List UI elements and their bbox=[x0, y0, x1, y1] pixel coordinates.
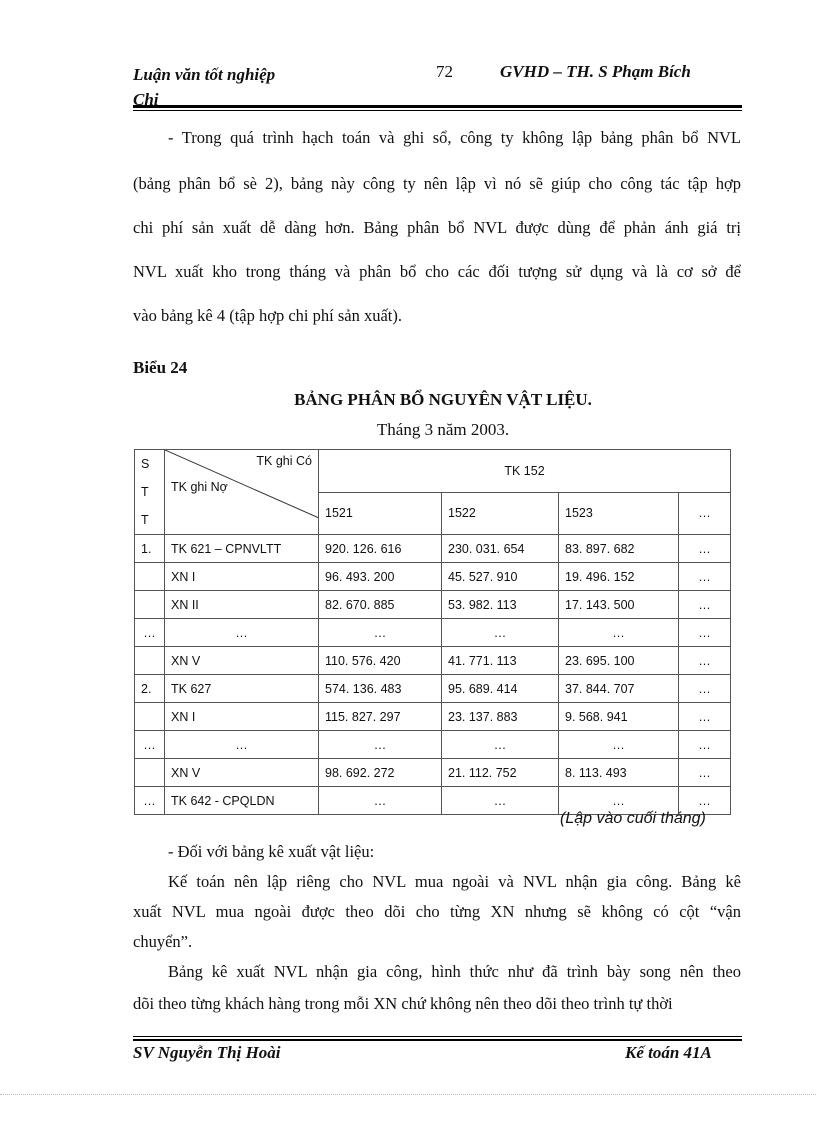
footer-class: Kế toán 41A bbox=[625, 1043, 712, 1062]
row-value-1523: 17. 143. 500 bbox=[559, 591, 679, 619]
table-body bbox=[135, 535, 731, 815]
allocation-table bbox=[134, 449, 731, 815]
row-stt: 1. bbox=[135, 535, 165, 563]
col-header-1522: 1522 bbox=[442, 492, 559, 535]
row-account: XN I bbox=[165, 563, 319, 591]
table-row bbox=[135, 675, 731, 703]
col-header-1521: 1521 bbox=[319, 492, 442, 535]
row-value-1521: … bbox=[319, 787, 442, 815]
row-account: … bbox=[165, 731, 319, 759]
row-value-1522: … bbox=[442, 619, 559, 647]
paragraph-line: chuyển”. bbox=[133, 932, 193, 951]
page-edge bbox=[0, 1094, 816, 1095]
row-account: XN V bbox=[165, 759, 319, 787]
row-account: … bbox=[165, 619, 319, 647]
table-row bbox=[135, 759, 731, 787]
row-value-1523: 37. 844. 707 bbox=[559, 675, 679, 703]
paragraph-line: dõi theo từng khách hàng trong mỗi XN chứ không nên theo dõi theo trình tự thời bbox=[133, 994, 673, 1013]
credit-account-label: TK ghi Có bbox=[256, 454, 312, 468]
row-value-1522: 53. 982. 113 bbox=[442, 591, 559, 619]
header-divider bbox=[133, 105, 742, 111]
row-value-more: … bbox=[679, 703, 731, 731]
row-account: XN V bbox=[165, 647, 319, 675]
table-row bbox=[135, 563, 731, 591]
paragraph-line: NVL xuất kho trong tháng và phân bổ cho các đối tượng sử dụng và là cơ sở để bbox=[133, 262, 741, 281]
diagonal-header-cell bbox=[165, 450, 319, 535]
paragraph-line: Bảng kê xuất NVL nhận gia công, hình thức như đã trình bày song nên theo bbox=[168, 962, 741, 981]
table-subtitle: Tháng 3 năm 2003. bbox=[376, 420, 510, 439]
row-value-1521: … bbox=[319, 731, 442, 759]
row-value-1522: 41. 771. 113 bbox=[442, 647, 559, 675]
footer-divider bbox=[133, 1036, 742, 1041]
row-value-1522: 230. 031. 654 bbox=[442, 535, 559, 563]
row-value-more: … bbox=[679, 787, 731, 815]
table-note: (Lập vào cuối tháng) bbox=[560, 810, 706, 827]
table-header-row bbox=[135, 450, 731, 493]
row-value-more: … bbox=[679, 759, 731, 787]
stt-header: S T T bbox=[135, 450, 165, 535]
paragraph-line: chi phí sản xuất dễ dàng hơn. Bảng phân bổ NVL được dùng để phản ánh giá trị bbox=[133, 218, 741, 237]
row-stt bbox=[135, 703, 165, 731]
row-value-more: … bbox=[679, 535, 731, 563]
header-thesis-title-cont: Chi bbox=[133, 90, 159, 109]
row-value-1523: … bbox=[559, 787, 679, 815]
row-stt bbox=[135, 647, 165, 675]
row-value-1523: 8. 113. 493 bbox=[559, 759, 679, 787]
row-value-1522: 95. 689. 414 bbox=[442, 675, 559, 703]
paragraph-line: vào bảng kê 4 (tập hợp chi phí sản xuất). bbox=[133, 306, 402, 325]
paragraph-line: Kế toán nên lập riêng cho NVL mua ngoài và NVL nhận gia công. Bảng kê bbox=[168, 872, 741, 891]
table-row bbox=[135, 703, 731, 731]
row-value-1523: … bbox=[559, 619, 679, 647]
row-value-more: … bbox=[679, 675, 731, 703]
row-value-1522: 23. 137. 883 bbox=[442, 703, 559, 731]
table-row bbox=[135, 647, 731, 675]
row-stt bbox=[135, 591, 165, 619]
row-value-1522: 45. 527. 910 bbox=[442, 563, 559, 591]
row-value-1523: 9. 568. 941 bbox=[559, 703, 679, 731]
row-stt: … bbox=[135, 619, 165, 647]
row-value-more: … bbox=[679, 563, 731, 591]
paragraph-line: - Trong quá trình hạch toán và ghi sổ, công ty không lập bảng phân bổ NVL bbox=[168, 128, 741, 147]
row-stt: … bbox=[135, 731, 165, 759]
row-value-1523: 23. 695. 100 bbox=[559, 647, 679, 675]
row-value-1521: 98. 692. 272 bbox=[319, 759, 442, 787]
row-stt: … bbox=[135, 787, 165, 815]
table-row bbox=[135, 535, 731, 563]
row-value-1522: … bbox=[442, 787, 559, 815]
header-advisor: GVHD – TH. S Phạm Bích bbox=[500, 62, 691, 81]
row-value-1521: 110. 576. 420 bbox=[319, 647, 442, 675]
col-header-1523: 1523 bbox=[559, 492, 679, 535]
table-row bbox=[135, 619, 731, 647]
header-thesis-title: Luận văn tốt nghiệp bbox=[133, 65, 276, 84]
row-value-1522: 21. 112. 752 bbox=[442, 759, 559, 787]
row-value-1523: … bbox=[559, 731, 679, 759]
row-value-1523: 19. 496. 152 bbox=[559, 563, 679, 591]
paragraph-line: (bảng phân bổ sè 2), bảng này công ty nên lập vì nó sẽ giúp cho công tác tập hợp bbox=[133, 174, 741, 193]
paragraph-line: xuất NVL mua ngoài được theo dõi cho từng XN nhưng sẽ không có cột “vận bbox=[133, 902, 741, 921]
row-value-1521: 574. 136. 483 bbox=[319, 675, 442, 703]
tk152-group-header: TK 152 bbox=[319, 450, 731, 493]
table-row bbox=[135, 591, 731, 619]
row-stt bbox=[135, 563, 165, 591]
section-label: Biểu 24 bbox=[133, 358, 188, 377]
row-value-1521: 82. 670. 885 bbox=[319, 591, 442, 619]
row-account: TK 642 - CPQLDN bbox=[165, 787, 319, 815]
row-value-more: … bbox=[679, 591, 731, 619]
col-header-more: … bbox=[679, 492, 731, 535]
footer-student: SV Nguyễn Thị Hoài bbox=[133, 1043, 281, 1062]
row-value-1521: … bbox=[319, 619, 442, 647]
row-value-more: … bbox=[679, 619, 731, 647]
page-number: 72 bbox=[436, 62, 453, 81]
paragraph-line: - Đối với bảng kê xuất vật liệu: bbox=[168, 842, 375, 861]
row-value-1521: 115. 827. 297 bbox=[319, 703, 442, 731]
row-value-more: … bbox=[679, 647, 731, 675]
row-account: TK 627 bbox=[165, 675, 319, 703]
row-account: XN II bbox=[165, 591, 319, 619]
row-stt: 2. bbox=[135, 675, 165, 703]
row-value-more: … bbox=[679, 731, 731, 759]
row-value-1521: 920. 126. 616 bbox=[319, 535, 442, 563]
table-title: BẢNG PHÂN BỔ NGUYÊN VẬT LIỆU. bbox=[294, 390, 592, 409]
row-value-1523: 83. 897. 682 bbox=[559, 535, 679, 563]
row-account: TK 621 – CPNVLTT bbox=[165, 535, 319, 563]
row-value-1522: … bbox=[442, 731, 559, 759]
row-account: XN I bbox=[165, 703, 319, 731]
row-stt bbox=[135, 759, 165, 787]
table-row bbox=[135, 731, 731, 759]
debit-account-label: TK ghi Nợ bbox=[171, 480, 228, 494]
row-value-1521: 96. 493. 200 bbox=[319, 563, 442, 591]
